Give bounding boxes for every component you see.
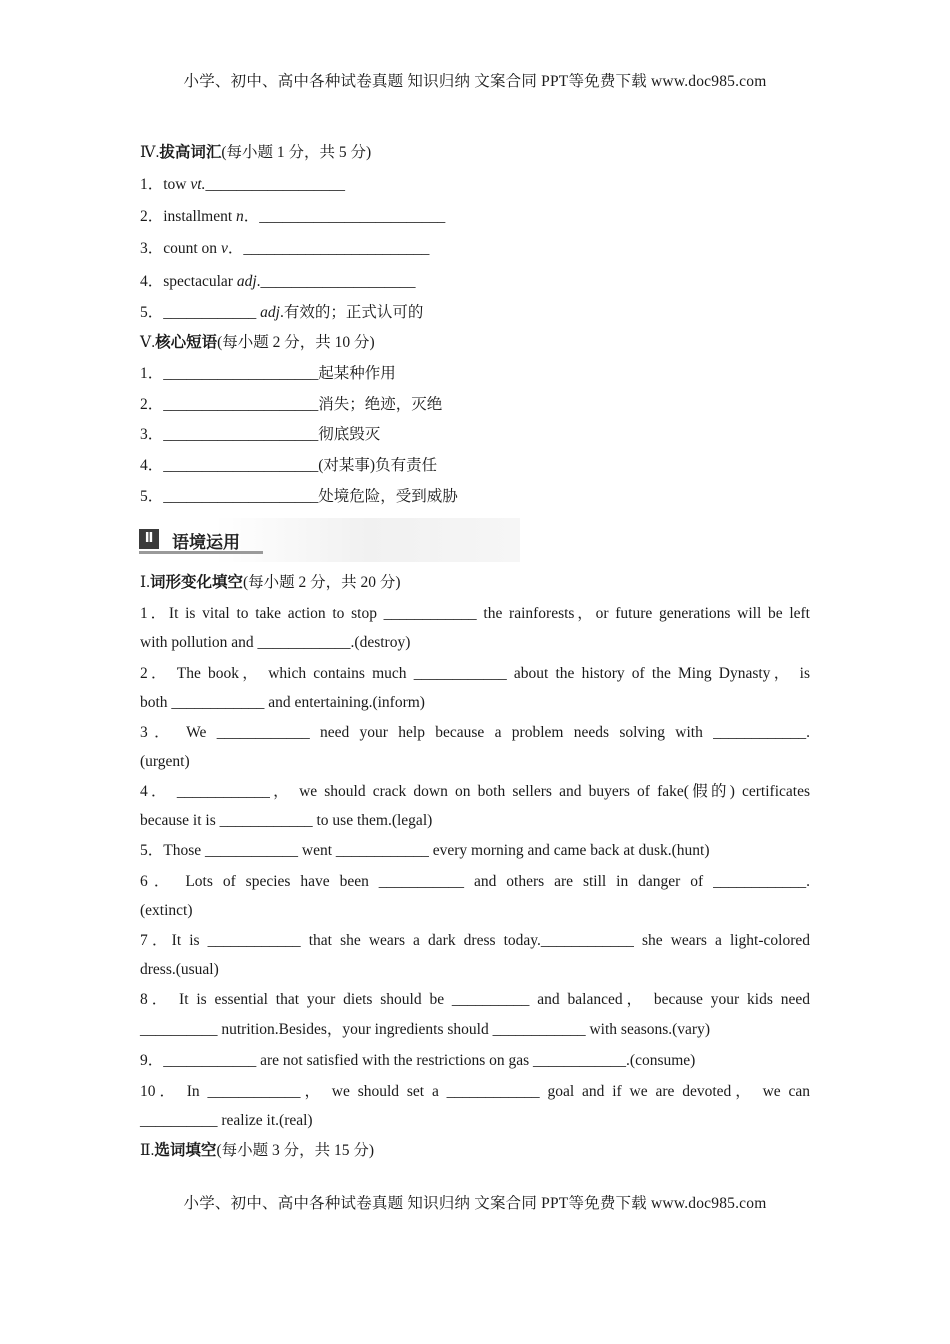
heading-title: 选词填空 — [154, 1142, 217, 1159]
section-title: 语境运用 — [172, 533, 240, 553]
heading-note: (每小题 2 分，共 10 分) — [217, 334, 375, 351]
question-line: because it is ____________ to use them.(legal) — [140, 812, 433, 829]
question-line: 9．____________ are not satisfied with the restrictions on gas ____________.(consume) — [140, 1052, 696, 1069]
question-line: 6． Lots of species have been ___________ and others are still in danger of ____________. — [140, 873, 810, 890]
heading-number: Ⅱ. — [140, 1142, 155, 1159]
question-line: 3． We ____________ need your help because a problem needs solving with ____________. — [140, 724, 810, 741]
phrase-item: 2．____________________消失；绝迹，灭绝 — [140, 396, 443, 413]
heading-number: Ⅰ. — [140, 574, 150, 591]
page-header: 小学、初中、高中各种试卷真题 知识归纳 文案合同 PPT等免费下载 www.doc985.com — [183, 73, 767, 90]
question-line: 8． It is essential that your diets should be __________ and balanced， because your kids need — [140, 991, 810, 1008]
phrase-item: 1．____________________起某种作用 — [140, 365, 396, 382]
heading-number: Ⅴ. — [140, 334, 156, 351]
section-banner — [139, 518, 520, 562]
question-line: (extinct) — [140, 902, 193, 919]
vocab-item: 4．spectacular adj.____________________ — [140, 273, 416, 290]
phrase-item: 5．____________________处境危险，受到威胁 — [140, 488, 458, 505]
question-line: 7．It is ____________ that she wears a dark dress today.____________ she wears a light-colored — [140, 932, 810, 949]
phrase-item: 3．____________________彻底毁灭 — [140, 426, 381, 443]
question-line: 2． The book， which contains much ____________ about the history of the Ming Dynasty， is — [140, 665, 810, 682]
vocab-item: 3．count on v．________________________ — [140, 240, 430, 257]
vocab-item: 2．installment n．________________________ — [140, 208, 446, 225]
question-line: __________ nutrition.Besides，your ingredients should ____________ with seasons.(vary) — [140, 1021, 711, 1038]
section-heading-ii — [140, 1141, 374, 1161]
heading-note: (每小题 3 分，共 15 分) — [216, 1142, 375, 1159]
question-line: 1．It is vital to take action to stop ____________ the rainforests，or future generations will be left — [140, 605, 810, 622]
question-line: 4． ____________， we should crack down on both sellers and buyers of fake(假的) certificates — [140, 783, 810, 800]
page-footer: 小学、初中、高中各种试卷真题 知识归纳 文案合同 PPT等免费下载 www.doc985.com — [183, 1195, 767, 1212]
question-line: 5．Those ____________ went ____________ every morning and came back at dusk.(hunt) — [140, 842, 710, 859]
heading-number: Ⅳ. — [140, 144, 160, 161]
phrase-item: 4．____________________(对某事)负有责任 — [140, 457, 438, 474]
heading-note: (每小题 2 分，共 20 分) — [243, 574, 401, 591]
question-line: 10． In ____________， we should set a ____________ goal and if we are devoted， we can — [140, 1083, 810, 1100]
question-line: (urgent) — [140, 753, 190, 770]
heading-title: 核心短语 — [155, 334, 218, 351]
heading-note: (每小题 1 分，共 5 分) — [221, 144, 372, 161]
heading-title: 拔高词汇 — [159, 144, 222, 161]
question-line: with pollution and ____________.(destroy) — [140, 634, 411, 651]
question-line: both ____________ and entertaining.(inform) — [140, 694, 425, 711]
vocab-item: 1．tow vt.__________________ — [140, 176, 345, 193]
section-number-icon: Ⅱ — [139, 529, 159, 549]
section-heading-i — [140, 573, 401, 593]
section-heading-v — [140, 333, 375, 353]
heading-title: 词形变化填空 — [150, 574, 244, 591]
question-line: __________ realize it.(real) — [140, 1112, 313, 1129]
question-line: dress.(usual) — [140, 961, 219, 978]
section-heading-iv — [140, 143, 371, 163]
vocab-item: 5．____________ adj.有效的；正式认可的 — [140, 304, 424, 321]
